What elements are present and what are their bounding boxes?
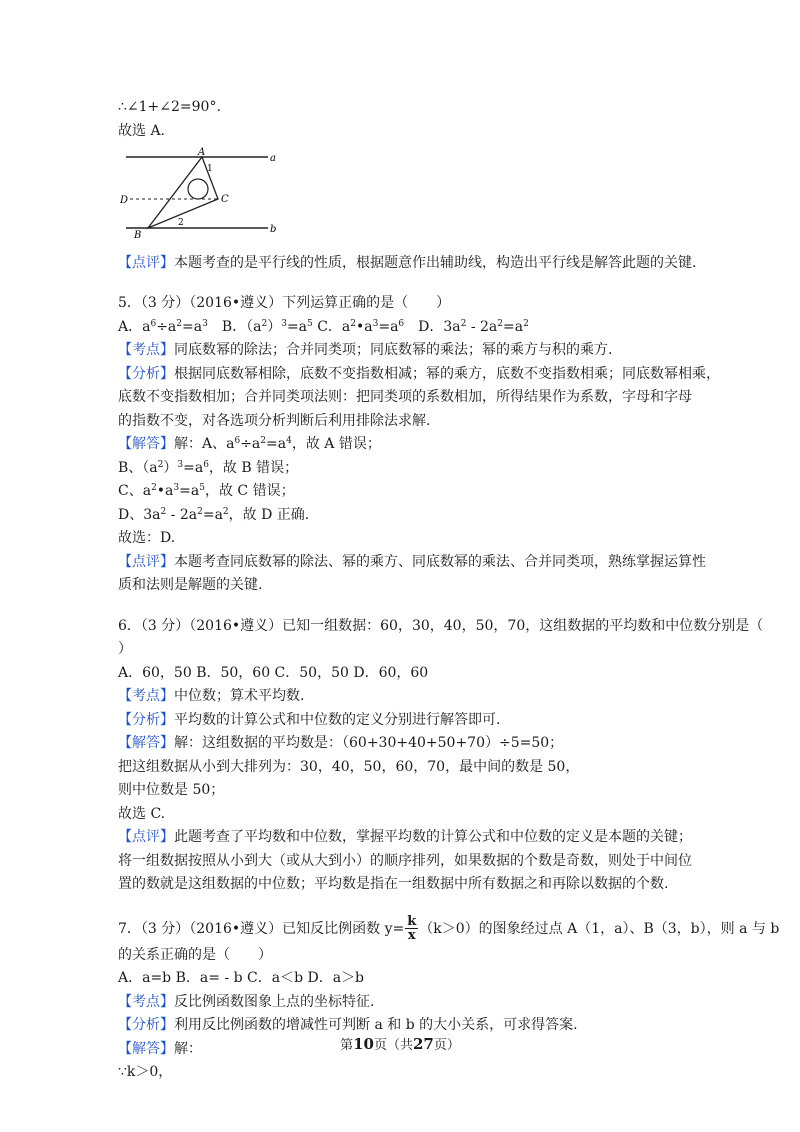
question-6-title: 6．（3 分）（2016•遵义）已知一组数据：60，30，40，50，70，这组数据的平均数和中位数分别是（ (118, 617, 764, 634)
q6-dianping-cont2: 置的数就是这组数据的中位数；平均数是指在一组数据中所有数据之和再除以数据的个数. (118, 876, 669, 892)
q6-jieda: 【解答】解：这组数据的平均数是：（60+30+40+50+70）÷5=50； (118, 735, 564, 751)
q5-jieda-c: C、$a^2•a^3=a^5$，故 C 错误； (118, 483, 295, 499)
q5-jieda-b: B、$(a^2)^3=a^6$，故 B 错误； (118, 459, 299, 476)
question-7-options: A．a=b B．a= - b C．a＜b D．a＞b (118, 970, 365, 986)
q6-jieda-cont2: 则中位数是 50； (118, 782, 225, 798)
geometry-figure (120, 147, 280, 239)
q7-kaodian: 【考点】反比例函数图象上点的坐标特征. (118, 993, 375, 1010)
q5-kaodian: 【考点】同底数幂的除法；合并同类项；同底数幂的乘法；幂的乘方与积的乘方. (118, 342, 613, 358)
q6-dianping: 【点评】此题考查了平均数和中位数，掌握平均数的计算公式和中位数的定义是本题的关键； (118, 829, 692, 845)
review-q4: 【点评】本题考查的是平行线的性质，根据题意作出辅助线，构造出平行线是解答此题的关键. (118, 254, 697, 271)
page-footer: 第10页（共27页） (340, 1035, 460, 1053)
question-7-title-cont: 的关系正确的是（ ） (118, 946, 272, 963)
conclusion-angle-line: ∴∠1+∠2=90°. (118, 99, 221, 115)
q5-fenxi-cont: 底数不变指数相加；合并同类项法则：把同类项的系数相加，所得结果作为系数，字母和字母 (118, 389, 692, 405)
q6-kaodian: 【考点】中位数；算术平均数. (118, 688, 305, 704)
label-B: B (134, 230, 142, 239)
q5-jieda-a: 【解答】解：A、$a^6\div a^2=a^4$，故 A 错误； (118, 436, 381, 452)
q5-jieda-d: D、$3a^2 - 2a^2=a^2$，故 D 正确. (118, 506, 310, 523)
label-C: C (221, 194, 229, 205)
question-5-options: A．$a^6\div a^2=a^3$ B．$(a^2)^3=a^5$ C．$a^2•a^3=a^6$ D．$3a^2 - 2a^2=a^2$ (118, 318, 529, 335)
question-7-title: 7．（3 分）（2016•遵义）已知反比例函数 y= $\frac{k}{x}$ （k＞0）的图象经过点 A（1，a）、B（3，b），则 a 与 b (118, 914, 780, 943)
q5-choose: 故选：D. (118, 530, 176, 546)
q6-choose: 故选 C. (118, 805, 166, 822)
q5-dianping: 【点评】本题考查同底数幂的除法、幂的乘方、同底数幂的乘法、合并同类项，熟练掌握运算性 (118, 553, 706, 570)
question-5-title: 5．（3 分）（2016•遵义）下列运算正确的是（ ） (118, 295, 451, 311)
label-D: D (120, 195, 129, 206)
q6-dianping-cont: 将一组数据按照从小到大（或从大到小）的顺序排列，如果数据的个数是奇数，则处于中间位 (118, 852, 692, 869)
label-b: b (270, 224, 277, 235)
q7-fenxi: 【分析】利用反比例函数的增减性可判断 a 和 b 的大小关系，可求得答案. (118, 1017, 578, 1033)
document-page (118, 96, 780, 1085)
q7-jieda: 【解答】解： (118, 1040, 202, 1057)
review-tag: 【点评】 (118, 254, 174, 271)
q5-dianping-cont: 质和法则是解题的关键. (118, 577, 263, 593)
label-a: a (270, 153, 276, 164)
q6-fenxi: 【分析】平均数的计算公式和中位数的定义分别进行解答即可. (118, 711, 501, 728)
label-A: A (198, 147, 206, 158)
q6-jieda-cont: 把这组数据从小到大排列为：30，40，50，60，70，最中间的数是 50， (118, 758, 580, 775)
fraction-k-over-x: $\frac{k}{x}$ (407, 914, 417, 943)
q5-fenxi: 【分析】根据同底数幂相除，底数不变指数相减；幂的乘方，底数不变指数相乘；同底数幂相乘， (118, 365, 720, 382)
question-6-title-cont: ） (118, 641, 132, 657)
label-2: 2 (178, 218, 184, 228)
q5-fenxi-cont2: 的指数不变，对各选项分析判断后利用排除法求解. (118, 412, 431, 429)
question-6-options: A．60，50 B．50，60 C．50，50 D．60，60 (118, 664, 429, 681)
q7-last-line: ∵k＞0， (118, 1064, 173, 1080)
choose-line: 故选 A. (118, 122, 166, 139)
label-1: 1 (207, 164, 213, 174)
